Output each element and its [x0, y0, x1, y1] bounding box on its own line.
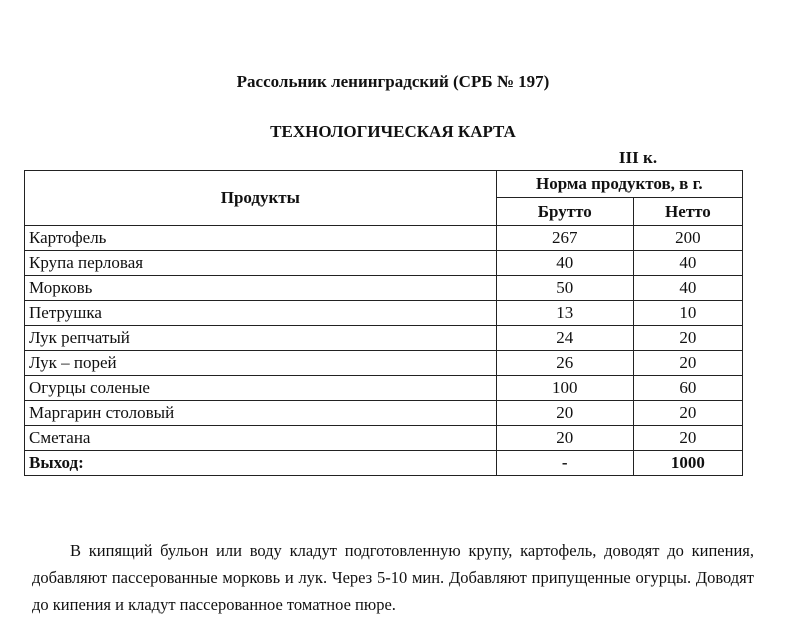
brutto-value: 100: [496, 376, 633, 401]
header-brutto: Брутто: [496, 198, 633, 226]
ingredients-table: [24, 170, 743, 476]
cooking-instructions: В кипящий бульон или воду кладут подготовленную крупу, картофель, доводят до кипения, добавляют пассерованные морковь и лук. Через 5-10 мин. Добавляют припущенные огурцы. Доводят до кипения и кладут пассерованное томатное пюре.: [32, 540, 754, 614]
product-name: Огурцы соленые: [25, 376, 497, 401]
product-name: Крупа перловая: [25, 251, 497, 276]
netto-value: 40: [633, 276, 742, 301]
table-row: [25, 376, 743, 401]
table-row: [25, 251, 743, 276]
product-name: Картофель: [25, 226, 497, 251]
brutto-value: 267: [496, 226, 633, 251]
product-name: Сметана: [25, 426, 497, 451]
netto-value: 20: [633, 326, 742, 351]
total-row: [25, 451, 743, 476]
total-label: Выход:: [25, 451, 497, 476]
table-row: [25, 276, 743, 301]
brutto-value: 20: [496, 401, 633, 426]
product-name: Маргарин столовый: [25, 401, 497, 426]
brutto-value: 13: [496, 301, 633, 326]
netto-value: 60: [633, 376, 742, 401]
document-heading: ТЕХНОЛОГИЧЕСКАЯ КАРТА: [270, 122, 516, 141]
header-netto: Нетто: [633, 198, 742, 226]
netto-value: 40: [633, 251, 742, 276]
total-brutto: -: [496, 451, 633, 476]
table-row: [25, 426, 743, 451]
brutto-value: 24: [496, 326, 633, 351]
netto-value: 20: [633, 351, 742, 376]
product-name: Морковь: [25, 276, 497, 301]
netto-value: 200: [633, 226, 742, 251]
brutto-value: 26: [496, 351, 633, 376]
page-title: Рассольник ленинградский (СРБ № 197): [236, 72, 550, 91]
table-row: [25, 326, 743, 351]
brutto-value: 20: [496, 426, 633, 451]
header-products: Продукты: [25, 171, 497, 226]
netto-value: 20: [633, 401, 742, 426]
header-norm: Норма продуктов, в г.: [496, 171, 742, 198]
brutto-value: 40: [496, 251, 633, 276]
product-name: Петрушка: [25, 301, 497, 326]
total-netto: 1000: [633, 451, 742, 476]
product-name: Лук – порей: [25, 351, 497, 376]
category-label: III к.: [618, 148, 658, 167]
product-name: Лук репчатый: [25, 326, 497, 351]
table-row: [25, 351, 743, 376]
table-row: [25, 301, 743, 326]
netto-value: 10: [633, 301, 742, 326]
netto-value: 20: [633, 426, 742, 451]
table-row: [25, 226, 743, 251]
table-row: [25, 401, 743, 426]
brutto-value: 50: [496, 276, 633, 301]
